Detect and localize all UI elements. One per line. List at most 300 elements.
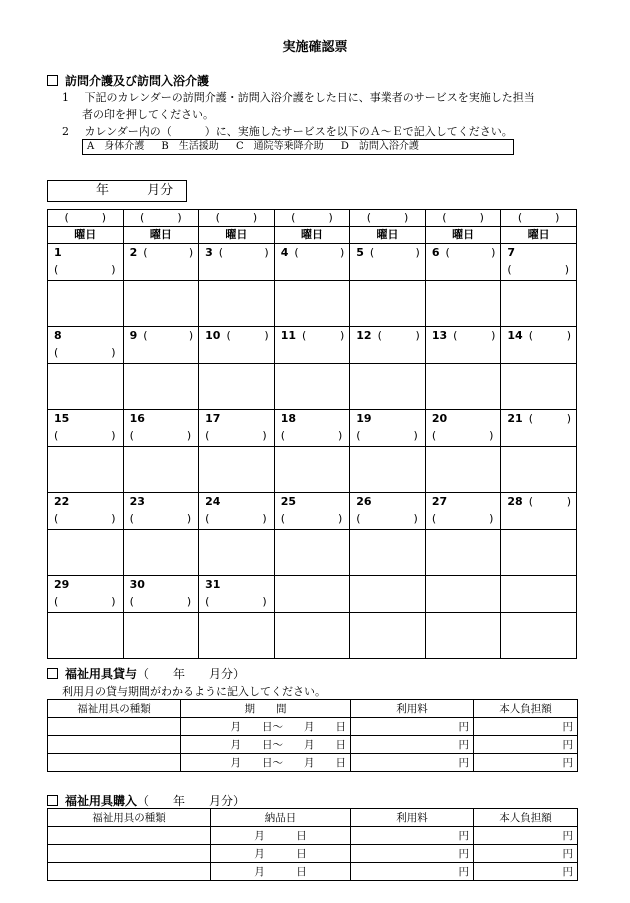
table-row [48, 754, 578, 772]
stamp-area[interactable] [123, 613, 199, 659]
weekday-label: 曜日 [199, 227, 275, 244]
calendar-stamp-row [48, 364, 577, 410]
calendar-day-cell[interactable] [425, 244, 501, 281]
day-line [426, 327, 501, 344]
service-code-legend [82, 139, 514, 155]
day-line [275, 410, 350, 427]
calendar-day-cell[interactable] [501, 576, 577, 613]
service-code-open: ( [205, 429, 210, 442]
day-line [501, 410, 576, 427]
service-code-line [199, 593, 274, 610]
copay-cell[interactable]: 円 [474, 845, 578, 863]
calendar-week-row [48, 327, 577, 364]
col-header-type: 福祉用具の種類 [48, 809, 211, 827]
service-code-open: ( [54, 512, 59, 525]
calendar-week-row [48, 576, 577, 613]
day-line [350, 244, 425, 261]
calendar-stamp-row [48, 530, 577, 576]
stamp-area[interactable] [123, 447, 199, 493]
stamp-area[interactable] [199, 613, 275, 659]
weekday-label: 曜日 [350, 227, 426, 244]
service-code-line [350, 427, 425, 444]
service-code-open: ( [377, 329, 382, 342]
delivery-date-cell[interactable]: 月 日 [211, 845, 351, 863]
weekday-paren-cell[interactable]: ( ) [501, 210, 577, 227]
calendar-day-cell[interactable] [199, 244, 275, 281]
fee-cell[interactable]: 円 [351, 827, 474, 845]
stamp-area[interactable] [123, 364, 199, 410]
stamp-area[interactable] [501, 364, 577, 410]
calendar-stamp-row [48, 281, 577, 327]
day-number: 1 [54, 246, 62, 259]
day-line [199, 244, 274, 261]
service-code-close: ) [566, 495, 571, 508]
page-title: 実施確認票 [282, 40, 348, 55]
checkbox-square-icon [47, 668, 58, 679]
stamp-area[interactable] [48, 613, 124, 659]
calendar-stamp-row [48, 613, 577, 659]
service-code-open: ( [218, 246, 224, 259]
day-line [124, 493, 199, 510]
service-code-close: ) [186, 595, 192, 608]
stamp-area[interactable] [350, 530, 426, 576]
purchase-table-header [48, 809, 578, 827]
service-code-open: ( [54, 263, 59, 276]
day-number: 22 [54, 495, 70, 508]
calendar-day-cell[interactable] [199, 327, 275, 364]
service-code-open: ( [280, 429, 285, 442]
section-heading-purchase [47, 792, 245, 809]
day-line [124, 410, 199, 427]
service-code-line [426, 427, 501, 444]
day-number: 10 [205, 329, 221, 342]
service-code-close: ) [415, 329, 420, 342]
day-number: 30 [129, 578, 145, 591]
stamp-area[interactable] [501, 281, 577, 327]
service-code-line [48, 344, 123, 361]
calendar-week-row [48, 244, 577, 281]
service-code-close: ) [491, 329, 496, 342]
legend-item-b: B 生活援助 [161, 141, 219, 152]
legend-item-d: D 訪問入浴介護 [340, 141, 419, 152]
day-number: 9 [129, 329, 138, 342]
calendar-day-cell[interactable] [425, 493, 501, 530]
weekday-paren-cell[interactable]: ( ) [425, 210, 501, 227]
service-code-close: ) [415, 246, 420, 259]
calendar-day-cell[interactable] [350, 244, 426, 281]
service-code-close: ) [339, 329, 345, 342]
service-code-open: ( [226, 329, 231, 342]
stamp-area[interactable] [274, 530, 350, 576]
day-number: 31 [205, 578, 221, 591]
service-code-open: ( [445, 246, 450, 259]
day-line [501, 493, 576, 510]
service-code-open: ( [54, 346, 59, 359]
service-code-close: ) [489, 429, 494, 442]
weekday-paren-cell[interactable]: ( ) [48, 210, 124, 227]
section3-heading-text: 福祉用具購入 [65, 794, 138, 808]
day-line [124, 244, 199, 261]
day-number: 4 [280, 246, 289, 259]
stamp-area[interactable] [425, 364, 501, 410]
day-line [48, 576, 123, 593]
stamp-area[interactable] [425, 530, 501, 576]
instruction-number-2: 2 [62, 125, 69, 138]
service-code-close: ) [337, 429, 343, 442]
service-code-open: ( [431, 512, 437, 525]
service-code-open: ( [507, 263, 512, 276]
service-code-open: ( [294, 246, 299, 259]
stamp-area[interactable] [199, 364, 275, 410]
copay-cell[interactable]: 円 [474, 718, 578, 736]
service-code-line [48, 427, 123, 444]
day-number: 14 [507, 329, 523, 342]
service-code-open: ( [54, 429, 59, 442]
day-line [501, 244, 576, 261]
weekday-label: 曜日 [123, 227, 199, 244]
col-header-delivery-date: 納品日 [211, 809, 351, 827]
service-code-open: ( [129, 595, 134, 608]
calendar-day-cell[interactable] [350, 410, 426, 447]
day-line [275, 327, 350, 344]
period-cell[interactable]: 月 日～ 月 日 [181, 754, 351, 772]
year-label: 年 [96, 183, 110, 198]
service-code-open: ( [205, 512, 210, 525]
col-header-fee: 利用料 [351, 700, 474, 718]
stamp-area[interactable] [199, 281, 275, 327]
day-line [199, 327, 274, 344]
delivery-date-cell[interactable]: 月 日 [211, 827, 351, 845]
service-code-open: ( [143, 246, 148, 259]
stamp-area[interactable] [274, 281, 350, 327]
copay-cell[interactable]: 円 [474, 863, 578, 881]
service-code-open: ( [129, 512, 134, 525]
calendar-week-row [48, 493, 577, 530]
instruction-line-1 [62, 89, 535, 105]
period-cell[interactable]: 月 日～ 月 日 [181, 718, 351, 736]
day-line [199, 493, 274, 510]
stamp-area[interactable] [199, 530, 275, 576]
service-code-line [124, 593, 199, 610]
section-heading-visit-care [47, 72, 209, 89]
service-code-close: ) [413, 429, 418, 442]
day-line [199, 576, 274, 593]
calendar-day-cell[interactable] [425, 327, 501, 364]
stamp-area[interactable] [350, 613, 426, 659]
service-code-line [426, 510, 501, 527]
stamp-area[interactable] [501, 613, 577, 659]
stamp-area[interactable] [350, 281, 426, 327]
type-cell[interactable] [48, 754, 181, 772]
service-code-close: ) [262, 429, 267, 442]
service-code-open: ( [205, 595, 210, 608]
calendar-day-cell[interactable] [48, 410, 124, 447]
stamp-area[interactable] [425, 613, 501, 659]
stamp-area[interactable] [274, 613, 350, 659]
type-cell[interactable] [48, 845, 211, 863]
day-number: 26 [356, 495, 372, 508]
service-code-close: ) [489, 512, 494, 525]
day-line [350, 493, 425, 510]
calendar-header-dow-row [48, 227, 577, 244]
day-line [350, 327, 425, 344]
section2-month-paren: （ 年 月分） [137, 667, 246, 681]
day-number: 17 [205, 412, 221, 425]
service-code-close: ) [566, 329, 571, 342]
instruction-number-1: 1 [62, 91, 69, 104]
calendar-day-cell[interactable] [199, 410, 275, 447]
day-line [48, 327, 123, 344]
calendar-day-cell[interactable] [123, 244, 199, 281]
day-number: 20 [431, 412, 448, 425]
calendar-week-row [48, 410, 577, 447]
service-code-close: ) [111, 512, 116, 525]
day-line [501, 327, 576, 344]
service-code-open: ( [453, 329, 458, 342]
service-code-close: ) [111, 346, 116, 359]
calendar-day-cell[interactable] [501, 410, 577, 447]
stamp-area[interactable] [425, 281, 501, 327]
copay-cell[interactable]: 円 [474, 754, 578, 772]
table-row [48, 827, 578, 845]
day-number: 19 [356, 412, 372, 425]
service-code-close: ) [339, 246, 345, 259]
day-line [48, 244, 123, 261]
weekday-label: 曜日 [48, 227, 124, 244]
day-number: 12 [356, 329, 372, 342]
service-code-open: ( [302, 329, 307, 342]
day-line [48, 410, 123, 427]
stamp-area[interactable] [274, 364, 350, 410]
service-code-line [199, 427, 274, 444]
instruction-text-2: カレンダー内の（ ）に、実施したサービスを以下のＡ～Ｅで記入してください。 [84, 125, 513, 138]
month-label: 月分 [147, 183, 174, 198]
service-code-close: ) [186, 429, 192, 442]
day-number: 21 [507, 412, 523, 425]
calendar-day-cell[interactable] [199, 493, 275, 530]
fee-cell[interactable]: 円 [351, 718, 474, 736]
stamp-area[interactable] [350, 364, 426, 410]
instruction-line-1b: 者の印を押してください。 [82, 108, 214, 121]
stamp-area[interactable] [48, 447, 124, 493]
calendar-day-cell[interactable] [123, 493, 199, 530]
stamp-area[interactable] [274, 447, 350, 493]
fee-cell[interactable]: 円 [351, 736, 474, 754]
calendar-day-cell[interactable] [501, 493, 577, 530]
section2-heading-text: 福祉用具貸与 [65, 667, 138, 681]
calendar-day-cell[interactable] [48, 576, 124, 613]
stamp-area[interactable] [123, 281, 199, 327]
weekday-paren-cell[interactable]: ( ) [274, 210, 350, 227]
service-code-close: ) [264, 246, 269, 259]
calendar-day-cell[interactable] [123, 327, 199, 364]
col-header-copay: 本人負担額 [474, 809, 578, 827]
table-row [48, 736, 578, 754]
calendar-day-cell[interactable] [48, 493, 124, 530]
instruction-line-2 [62, 123, 513, 139]
day-line [48, 493, 123, 510]
copay-cell[interactable]: 円 [474, 827, 578, 845]
weekday-label: 曜日 [425, 227, 501, 244]
table-row [48, 863, 578, 881]
day-number: 5 [356, 246, 364, 259]
service-code-line [501, 261, 576, 278]
service-code-close: ) [413, 512, 418, 525]
day-number: 3 [205, 246, 213, 259]
service-code-open: ( [431, 429, 437, 442]
day-line [350, 410, 425, 427]
day-number: 18 [280, 412, 296, 425]
service-code-line [48, 261, 123, 278]
weekday-paren-cell[interactable]: ( ) [199, 210, 275, 227]
service-code-line [350, 510, 425, 527]
calendar-day-cell[interactable] [274, 410, 350, 447]
stamp-area[interactable] [48, 530, 124, 576]
calendar-day-cell[interactable] [123, 410, 199, 447]
fee-cell[interactable]: 円 [351, 845, 474, 863]
stamp-area[interactable] [350, 447, 426, 493]
service-code-close: ) [188, 329, 194, 342]
calendar-day-cell[interactable] [199, 576, 275, 613]
calendar-day-cell[interactable] [274, 327, 350, 364]
day-number: 27 [431, 495, 448, 508]
service-code-line [48, 510, 123, 527]
day-line [199, 410, 274, 427]
weekday-paren-cell[interactable]: ( ) [123, 210, 199, 227]
fee-cell[interactable]: 円 [351, 863, 474, 881]
service-code-line [275, 510, 350, 527]
calendar-day-cell[interactable] [350, 576, 426, 613]
service-code-line [199, 510, 274, 527]
stamp-area[interactable] [501, 530, 577, 576]
service-code-open: ( [356, 429, 361, 442]
table-row [48, 718, 578, 736]
calendar-day-cell[interactable] [274, 576, 350, 613]
calendar-day-cell[interactable] [350, 327, 426, 364]
weekday-label: 曜日 [501, 227, 577, 244]
service-code-line [124, 427, 199, 444]
type-cell[interactable] [48, 718, 181, 736]
day-number: 29 [54, 578, 70, 591]
service-code-open: ( [54, 595, 59, 608]
day-line [426, 493, 501, 510]
stamp-area[interactable] [48, 281, 124, 327]
delivery-date-cell[interactable]: 月 日 [211, 863, 351, 881]
calendar-day-cell[interactable] [350, 493, 426, 530]
weekday-label: 曜日 [274, 227, 350, 244]
table-row [48, 845, 578, 863]
day-number: 23 [129, 495, 145, 508]
stamp-area[interactable] [48, 364, 124, 410]
checkbox-square-icon [47, 795, 58, 806]
service-code-close: ) [491, 246, 496, 259]
calendar-day-cell[interactable] [274, 493, 350, 530]
calendar-stamp-row [48, 447, 577, 493]
day-line [124, 327, 199, 344]
calendar-day-cell[interactable] [425, 576, 501, 613]
service-code-line [48, 593, 123, 610]
service-code-open: ( [129, 429, 134, 442]
instruction-text-1a: 下記のカレンダーの訪問介護・訪問入浴介護をした日に、事業者のサービスを実施した担当 [84, 91, 535, 104]
month-box[interactable] [47, 180, 187, 202]
day-number: 2 [129, 246, 138, 259]
type-cell[interactable] [48, 736, 181, 754]
service-code-line [124, 510, 199, 527]
service-code-open: ( [528, 412, 533, 425]
service-code-open: ( [356, 512, 361, 525]
service-code-close: ) [262, 595, 267, 608]
col-header-copay: 本人負担額 [474, 700, 578, 718]
service-code-open: ( [528, 329, 533, 342]
purchase-table [47, 808, 578, 881]
col-header-period: 期 間 [181, 700, 351, 718]
day-number: 13 [431, 329, 448, 342]
service-code-open: ( [528, 495, 533, 508]
service-code-close: ) [337, 512, 343, 525]
calendar-day-cell[interactable] [501, 244, 577, 281]
stamp-area[interactable] [425, 447, 501, 493]
calendar-day-cell[interactable] [48, 244, 124, 281]
service-code-line [275, 427, 350, 444]
day-number: 6 [431, 246, 440, 259]
stamp-area[interactable] [123, 530, 199, 576]
period-cell[interactable]: 月 日～ 月 日 [181, 736, 351, 754]
day-number: 25 [280, 495, 296, 508]
day-number: 16 [129, 412, 145, 425]
section1-heading-text: 訪問介護及び訪問入浴介護 [65, 74, 210, 88]
service-code-close: ) [111, 595, 116, 608]
day-line [275, 244, 350, 261]
fee-cell[interactable]: 円 [351, 754, 474, 772]
copay-cell[interactable]: 円 [474, 736, 578, 754]
day-number: 7 [507, 246, 516, 259]
calendar-day-cell[interactable] [123, 576, 199, 613]
service-code-close: ) [566, 412, 571, 425]
service-code-close: ) [262, 512, 267, 525]
weekday-paren-cell[interactable]: ( ) [350, 210, 426, 227]
rental-note: 利用月の貸与期間がわかるように記入してください。 [62, 685, 326, 698]
stamp-area[interactable] [501, 447, 577, 493]
day-line [426, 410, 501, 427]
section-heading-rental [47, 665, 245, 682]
day-number: 11 [280, 329, 296, 342]
calendar-day-cell[interactable] [48, 327, 124, 364]
checkbox-square-icon [47, 75, 58, 86]
service-code-open: ( [280, 512, 285, 525]
day-line [426, 244, 501, 261]
calendar-day-cell[interactable] [274, 244, 350, 281]
service-code-close: ) [111, 263, 116, 276]
legend-item-a: A 身体介護 [87, 141, 145, 152]
day-number: 15 [54, 412, 70, 425]
col-header-fee: 利用料 [351, 809, 474, 827]
rental-table-header [48, 700, 578, 718]
legend-item-c: C 通院等乗降介助 [235, 141, 324, 152]
stamp-area[interactable] [199, 447, 275, 493]
calendar-header-paren-row [48, 210, 577, 227]
service-code-close: ) [188, 246, 194, 259]
visit-calendar [47, 209, 577, 659]
calendar-day-cell[interactable] [425, 410, 501, 447]
type-cell[interactable] [48, 827, 211, 845]
type-cell[interactable] [48, 863, 211, 881]
service-code-open: ( [369, 246, 375, 259]
day-number: 24 [205, 495, 221, 508]
col-header-type: 福祉用具の種類 [48, 700, 181, 718]
day-line [275, 493, 350, 510]
calendar-day-cell[interactable] [501, 327, 577, 364]
service-code-close: ) [564, 263, 569, 276]
